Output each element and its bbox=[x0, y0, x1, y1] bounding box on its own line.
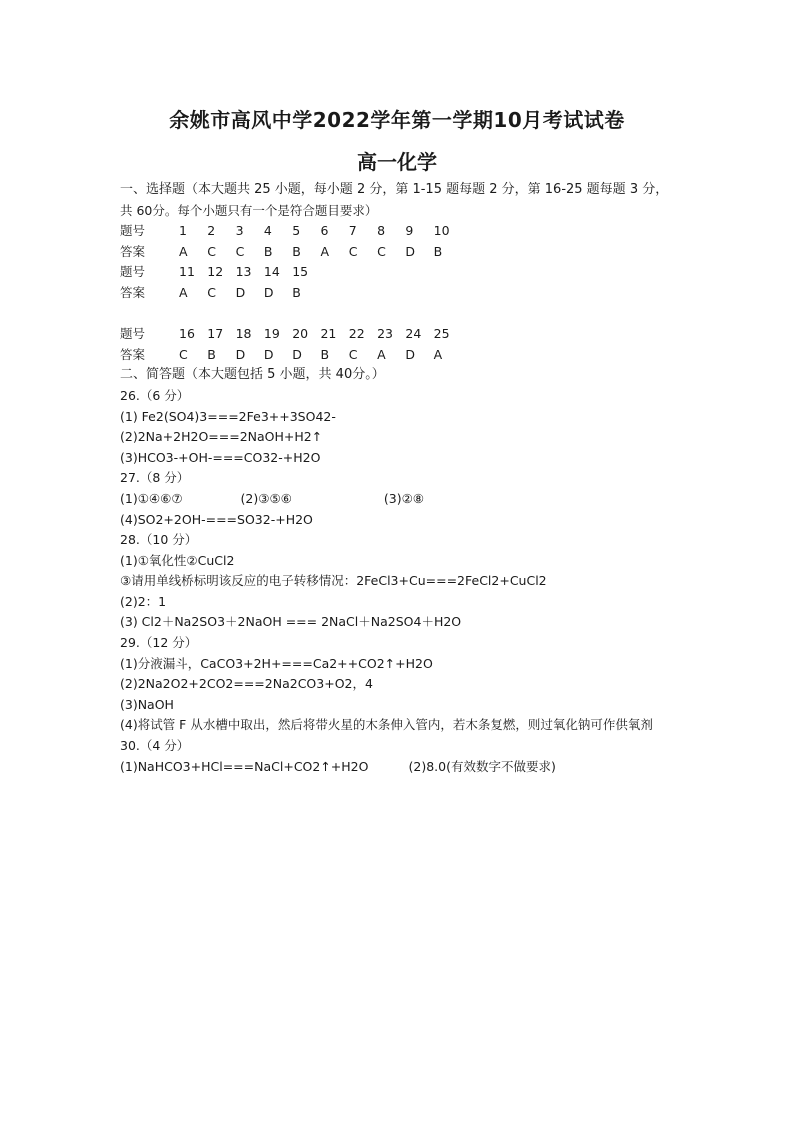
answer-letter: C bbox=[207, 243, 217, 259]
question-number: 5 bbox=[292, 223, 301, 239]
answer-letter: D bbox=[263, 346, 274, 362]
question-number: 6 bbox=[320, 223, 329, 239]
number-row-label: 题号 bbox=[120, 326, 146, 342]
question-number: 24 bbox=[405, 326, 422, 342]
section1-heading: 一、选择题（本大题共 25 小题，每小题 2 分，第 1-15 题每题 2 分，第 16-25 题每题 3 分， bbox=[120, 182, 669, 197]
question-number: 18 bbox=[235, 326, 252, 342]
question-number: 12 bbox=[207, 264, 224, 280]
q30-part-1: (1)NaHCO3+HCl===NaCl+CO2↑+H2O bbox=[120, 758, 369, 774]
blank-line bbox=[120, 304, 680, 325]
answer-letter: D bbox=[263, 284, 274, 300]
q28-answer-1: (1)①氧化性②CuCl2 bbox=[120, 552, 235, 568]
q28-answer-2: ③请用单线桥标明该反应的电子转移情况：2FeCl3+Cu===2FeCl2+CuCl2 bbox=[120, 573, 547, 589]
answer-letter: D bbox=[292, 346, 302, 362]
q29-title: 29.（12 分） bbox=[120, 635, 198, 651]
answer-letter: A bbox=[179, 284, 188, 300]
q28-answer-4: (3) Cl2＋Na2SO3＋2NaOH === 2NaCl＋Na2SO4＋H2O bbox=[120, 614, 462, 630]
section2-heading: 二、简答题（本大题包括 5 小题，共 40分。） bbox=[120, 367, 385, 383]
answer-letter: A bbox=[179, 243, 188, 259]
answer-letter: C bbox=[179, 346, 188, 362]
question-number: 10 bbox=[433, 223, 450, 239]
q26-answer-3: (3)HCO3-+OH-===CO32-+H2O bbox=[120, 449, 321, 465]
q30-answer bbox=[120, 757, 680, 778]
question-number: 25 bbox=[433, 326, 450, 342]
q27-answer-1 bbox=[120, 489, 680, 510]
question-number-row bbox=[120, 262, 680, 283]
answer-letter: C bbox=[207, 284, 217, 300]
answer-letter: A bbox=[320, 243, 330, 259]
answer-letter: D bbox=[405, 346, 416, 362]
question-number: 11 bbox=[179, 264, 195, 280]
question-number: 2 bbox=[207, 223, 216, 239]
answer-row bbox=[120, 242, 680, 263]
q28-answer-3: (2)2：1 bbox=[120, 593, 167, 609]
q27-part-2: (2)③⑤⑥ bbox=[240, 490, 292, 506]
q28-title: 28.（10 分） bbox=[120, 532, 198, 548]
q30-title: 30.（4 分） bbox=[120, 738, 190, 754]
question-number: 4 bbox=[263, 223, 272, 239]
q27-part-1: (1)①④⑥⑦ bbox=[120, 490, 183, 506]
q27-answer-2: (4)SO2+2OH-===SO32-+H2O bbox=[120, 511, 313, 527]
answer-body bbox=[120, 180, 680, 777]
question-number: 13 bbox=[235, 264, 252, 280]
q29-answer-4: (4)将试管 F 从水槽中取出，然后将带火星的木条伸入管内，若木条复燃，则过氧化钠可作供氧剂 bbox=[120, 717, 653, 733]
answer-letter: B bbox=[433, 243, 443, 259]
q27-part-3: (3)②⑧ bbox=[383, 490, 424, 506]
answer-row-label: 答案 bbox=[120, 346, 146, 362]
number-row-label: 题号 bbox=[120, 223, 146, 239]
answer-letter: A bbox=[377, 346, 386, 362]
question-number: 20 bbox=[292, 326, 309, 342]
question-number: 21 bbox=[320, 326, 337, 342]
question-number: 15 bbox=[292, 264, 309, 280]
number-row-label: 题号 bbox=[120, 264, 146, 280]
answer-letter: C bbox=[348, 243, 358, 259]
answer-row bbox=[120, 345, 680, 366]
question-number: 17 bbox=[207, 326, 224, 342]
answer-letter: C bbox=[235, 243, 245, 259]
question-number: 8 bbox=[377, 223, 386, 239]
page-subtitle: 高一化学 bbox=[357, 150, 437, 174]
question-number-row bbox=[120, 324, 680, 345]
q27-title: 27.（8 分） bbox=[120, 470, 190, 486]
question-number: 19 bbox=[263, 326, 280, 342]
question-number: 7 bbox=[348, 223, 357, 239]
q29-answer-3: (3)NaOH bbox=[120, 696, 174, 712]
q29-answer-2: (2)2Na2O2+2CO2===2Na2CO3+O2，4 bbox=[120, 676, 373, 692]
answer-letter: B bbox=[320, 346, 330, 362]
question-number-row bbox=[120, 221, 680, 242]
answer-letter: B bbox=[263, 243, 273, 259]
question-number: 14 bbox=[263, 264, 280, 280]
answer-row-label: 答案 bbox=[120, 284, 146, 300]
page-title: 余姚市高风中学2022学年第一学期10月考试试卷 bbox=[169, 108, 625, 132]
answer-letter: D bbox=[235, 284, 246, 300]
q30-part-2: (2)8.0(有效数字不做要求) bbox=[408, 758, 556, 774]
answer-row-label: 答案 bbox=[120, 243, 146, 259]
answer-letter: C bbox=[348, 346, 358, 362]
answer-letter: B bbox=[207, 346, 216, 362]
question-number: 22 bbox=[348, 326, 365, 342]
question-number: 3 bbox=[235, 223, 244, 239]
answer-row bbox=[120, 283, 680, 304]
q26-answer-1: (1) Fe2(SO4)3===2Fe3++3SO42- bbox=[120, 408, 336, 424]
answer-letter: B bbox=[292, 243, 301, 259]
question-number: 16 bbox=[179, 326, 195, 342]
answer-letter: D bbox=[235, 346, 246, 362]
answer-letter: B bbox=[292, 284, 301, 300]
question-number: 23 bbox=[377, 326, 393, 342]
answer-letter: C bbox=[377, 243, 386, 259]
question-number: 1 bbox=[179, 223, 187, 239]
q26-title: 26.（6 分） bbox=[120, 387, 190, 403]
answer-letter: A bbox=[433, 346, 443, 362]
section1-heading-cont: 共 60分。每个小题只有一个是符合题目要求） bbox=[120, 202, 378, 218]
q29-answer-1: (1)分液漏斗，CaCO3+2H+===Ca2++CO2↑+H2O bbox=[120, 655, 433, 671]
q26-answer-2: (2)2Na+2H2O===2NaOH+H2↑ bbox=[120, 429, 323, 445]
question-number: 9 bbox=[405, 223, 414, 239]
answer-letter: D bbox=[405, 243, 416, 259]
